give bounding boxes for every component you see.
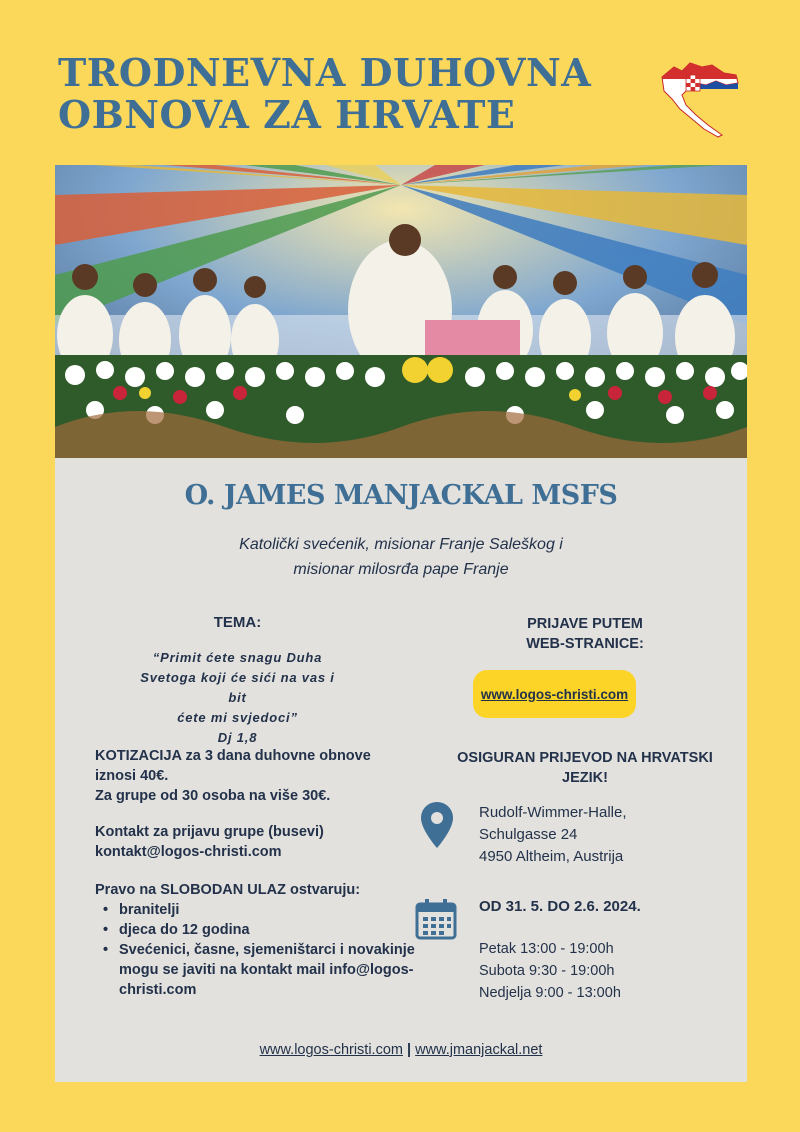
- translation-line-2: JEZIK!: [562, 770, 608, 786]
- translation-notice: [435, 748, 735, 788]
- address-line-3: 4950 Altheim, Austrija: [479, 848, 624, 865]
- hours-day-2: Subota 9:30 - 19:00h: [479, 963, 615, 979]
- hero-photo: [55, 165, 747, 458]
- footer-links: [55, 1042, 747, 1058]
- church-altar-image: [55, 165, 747, 458]
- website-button[interactable]: www.logos-christi.com: [473, 670, 636, 718]
- venue-address: [479, 802, 627, 868]
- footer-link-manjackal[interactable]: www.jmanjackal.net: [415, 1042, 543, 1058]
- title-line-1: TRODNEVNA DUHOVNA: [58, 50, 592, 95]
- registration-heading-line-1: PRIJAVE PUTEM: [527, 616, 643, 632]
- speaker-subtitle: [55, 532, 747, 582]
- subtitle-line-1: Katolički svećenik, misionar Franje Saleškog i: [239, 536, 563, 553]
- registration-heading-line-2: WEB-STRANICE:: [526, 636, 644, 652]
- event-dates: OD 31. 5. DO 2.6. 2024.: [479, 898, 641, 915]
- footer-separator: |: [407, 1042, 412, 1058]
- fee-line-1: KOTIZACIJA za 3 dana duhovne obnove: [95, 748, 371, 764]
- free-entry: [95, 880, 415, 1000]
- subtitle-line-2: misionar milosrđa pape Franje: [293, 561, 509, 578]
- registration-heading: [435, 614, 735, 654]
- fee-line-3: Za grupe od 30 osoba na više 30€.: [95, 788, 331, 804]
- contact-line-1: Kontakt za prijavu grupe (busevi): [95, 824, 324, 840]
- quote-line-3: ćete mi svjedoci”: [177, 710, 298, 725]
- list-item: • Svećenici, časne, sjemeništarci i novakinje mogu se javiti na kontakt mail info@logos-christi.com: [95, 940, 415, 1000]
- page-title: [58, 52, 658, 136]
- fee-line-2: iznosi 40€.: [95, 768, 169, 784]
- fee-info: [95, 746, 415, 806]
- free-entry-heading: Pravo na SLOBODAN ULAZ ostvaruju:: [95, 882, 361, 898]
- hours-day-1: Petak 13:00 - 19:00h: [479, 941, 614, 957]
- speaker-name: O. JAMES MANJACKAL MSFS: [184, 480, 618, 511]
- free-entry-list: [95, 900, 415, 1000]
- map-pin-icon: [421, 802, 453, 848]
- address-line-1: Rudolf-Wimmer-Halle,: [479, 804, 627, 821]
- croatia-map-icon: [652, 55, 742, 140]
- theme-heading: TEMA:: [213, 614, 262, 631]
- address-line-2: Schulgasse 24: [479, 826, 578, 843]
- list-item: • branitelji: [95, 900, 415, 920]
- title-line-2: OBNOVA ZA HRVATE: [58, 92, 516, 137]
- quote-reference: Dj 1,8: [217, 730, 258, 745]
- contact-email: kontakt@logos-christi.com: [95, 844, 282, 860]
- hours-day-3: Nedjelja 9:00 - 13:00h: [479, 985, 621, 1001]
- event-hours: [479, 938, 621, 1004]
- list-item: • djeca do 12 godina: [95, 920, 415, 940]
- group-contact: [95, 822, 415, 862]
- calendar-icon: [415, 898, 457, 940]
- quote-line-2: Svetoga koji će sići na vas i bit: [140, 670, 335, 705]
- footer-link-logos[interactable]: www.logos-christi.com: [259, 1042, 403, 1058]
- quote-line-1: “Primit ćete snagu Duha: [152, 650, 323, 665]
- theme-quote: [131, 648, 344, 748]
- info-panel: [55, 458, 747, 1082]
- translation-line-1: OSIGURAN PRIJEVOD NA HRVATSKI: [457, 750, 713, 766]
